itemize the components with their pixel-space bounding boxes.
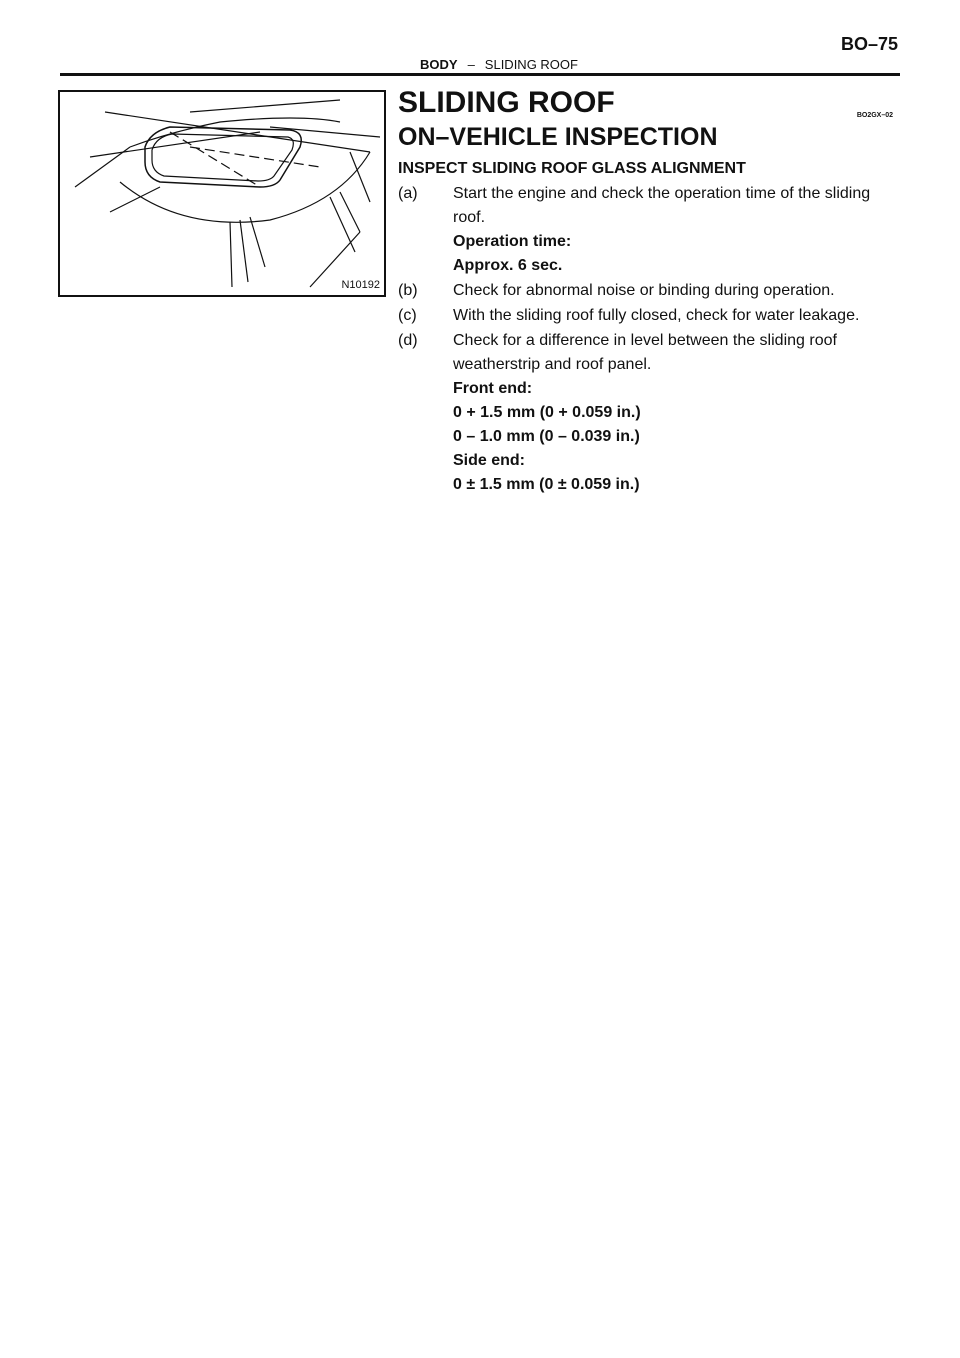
main-content: [398, 86, 903, 497]
spec-line: 0 – 1.0 mm (0 – 0.039 in.): [453, 428, 640, 445]
running-head-topic: SLIDING ROOF: [484, 57, 578, 72]
sunroof-inner: [152, 134, 293, 181]
step-text: With the sliding roof fully closed, check for water leakage.: [453, 307, 860, 324]
running-head: [420, 57, 578, 72]
pillar-line-2: [240, 220, 248, 282]
running-head-separator: –: [467, 57, 475, 72]
sliding-roof-illustration: [58, 90, 386, 297]
windshield-line: [75, 147, 130, 187]
step-text: Start the engine and check the operation time of the sliding roof.: [453, 185, 871, 226]
pillar-line-3: [230, 222, 232, 287]
page-title: SLIDING ROOF: [398, 86, 615, 119]
page-number: BO–75: [840, 34, 898, 54]
step-a: [398, 182, 903, 278]
step-label: (d): [398, 332, 418, 349]
step-label: (c): [398, 307, 417, 324]
spec-line: Front end:: [453, 380, 533, 397]
sunroof-outer: [145, 127, 301, 187]
spec-line: Side end:: [453, 452, 526, 469]
spec-line: 0 + 1.5 mm (0 + 0.059 in.): [453, 404, 641, 421]
spec-line: 0 ± 1.5 mm (0 ± 0.059 in.): [453, 476, 640, 493]
pillar-line-1: [250, 217, 265, 267]
rear-pillar-line-2: [330, 197, 355, 252]
procedure-heading: INSPECT SLIDING ROOF GLASS ALIGNMENT: [398, 160, 746, 177]
roof-side-curve: [120, 152, 370, 222]
spec-line: Approx. 6 sec.: [453, 257, 563, 274]
section-subtitle: ON–VEHICLE INSPECTION: [398, 123, 718, 151]
step-b: [398, 279, 903, 303]
document-code: BO2GX–02: [856, 112, 893, 119]
step-label: (b): [398, 282, 418, 299]
roof-back-line: [190, 100, 340, 112]
roof-rear-line: [270, 127, 380, 137]
running-head-section: BODY: [420, 57, 458, 72]
hood-line: [110, 187, 160, 212]
header-rule: [60, 73, 900, 76]
rear-glass-line: [350, 152, 370, 202]
spec-line: Operation time:: [453, 233, 572, 250]
step-label: (a): [398, 185, 418, 202]
step-text: Check for abnormal noise or binding during operation.: [453, 282, 835, 299]
step-c: [398, 304, 903, 328]
cross-guide-line: [190, 147, 320, 167]
figure-id: N10192: [341, 279, 380, 291]
roof-line-drawing: [60, 92, 384, 295]
step-d: [398, 329, 903, 497]
step-text: Check for a difference in level between the sliding roof weatherstrip and roof panel.: [453, 332, 837, 373]
